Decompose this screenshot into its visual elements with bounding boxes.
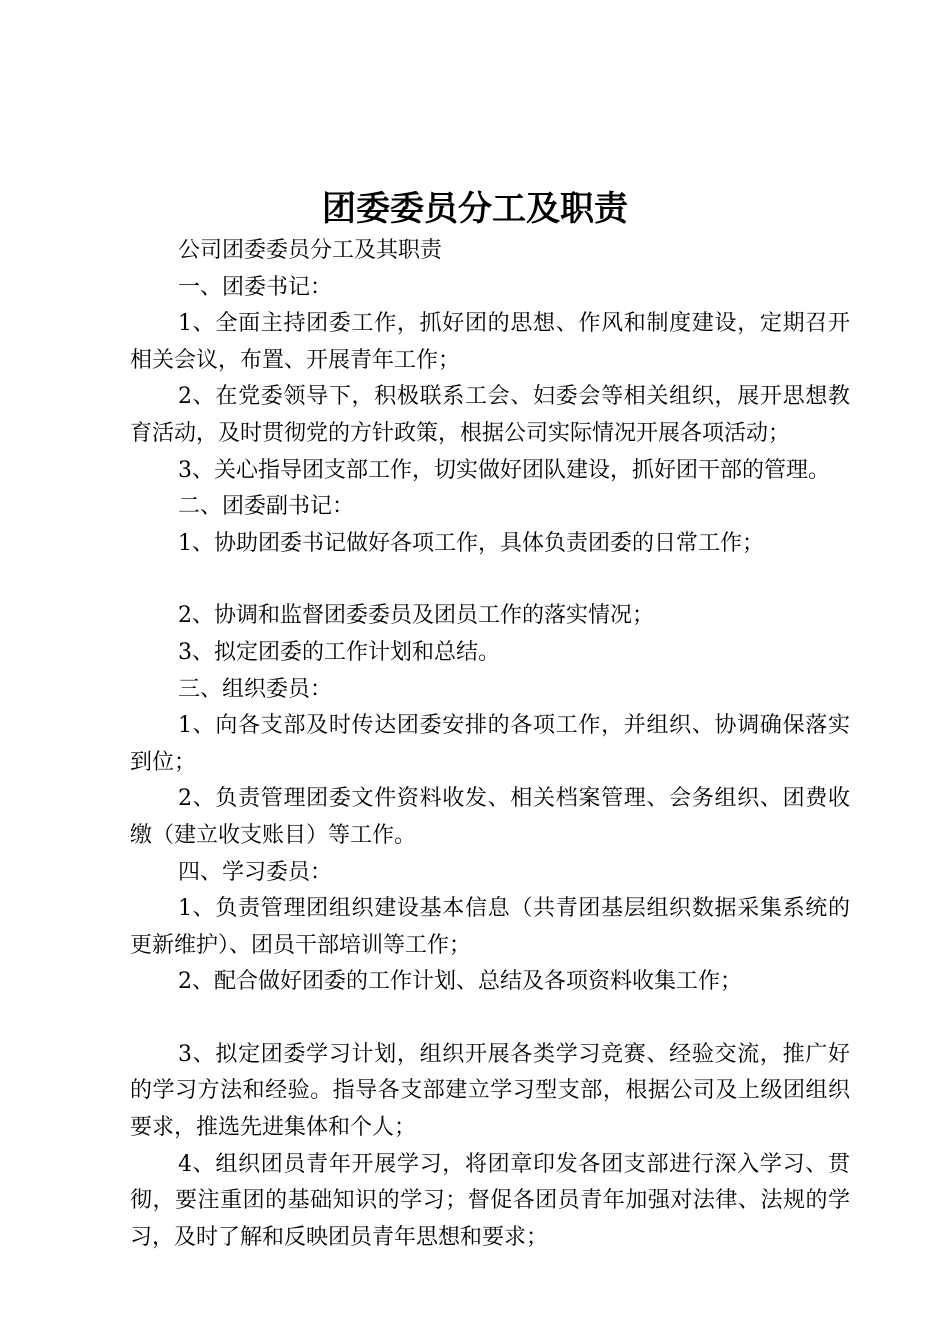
body-paragraph: 二、团委副书记： [178, 494, 355, 520]
body-paragraph: 2、配合做好团委的工作计划、总结及各项资料收集工作； [178, 969, 742, 995]
body-paragraph: 3、拟定团委学习计划，组织开展各类学习竞赛、经验交流，推广好的学习方法和经验。指导各支部建立学习型支部，根据公司及上级团组织要求，推选先进集体和个人； [130, 1041, 850, 1141]
body-paragraph: 一、团委书记： [178, 274, 333, 300]
body-paragraph: 1、全面主持团委工作，抓好团的思想、作风和制度建设，定期召开相关会议，布置、开展青年工作； [130, 311, 850, 373]
body-paragraph: 3、关心指导团支部工作，切实做好团队建设，抓好团干部的管理。 [178, 457, 830, 483]
body-paragraph: 1、负责管理团组织建设基本信息（共青团基层组织数据采集系统的更新维护）、团员干部培训等工作； [130, 896, 850, 958]
body-paragraph: 四、学习委员： [178, 859, 333, 885]
body-paragraph: 2、在党委领导下，积极联系工会、妇委会等相关组织，展开思想教育活动，及时贯彻党的方针政策，根据公司实际情况开展各项活动； [130, 384, 850, 446]
body-paragraph: 三、组织委员： [178, 676, 333, 702]
body-paragraph: 2、协调和监督团委委员及团员工作的落实情况； [178, 603, 654, 629]
body-paragraph: 1、向各支部及时传达团委安排的各项工作，并组织、协调确保落实到位； [130, 713, 850, 775]
document-title: 团委委员分工及职责 [322, 189, 628, 229]
body-paragraph: 4、组织团员青年开展学习，将团章印发各团支部进行深入学习、贯彻，要注重团的基础知识的学习；督促各团员青年加强对法律、法规的学习，及时了解和反映团员青年思想和要求； [130, 1151, 850, 1250]
body-paragraph: 2、负责管理团委文件资料收发、相关档案管理、会务组织、团费收缴（建立收支账目）等工作。 [130, 786, 850, 848]
body-paragraph: 1、协助团委书记做好各项工作，具体负责团委的日常工作； [178, 530, 764, 556]
body-paragraph: 3、拟定团委的工作计划和总结。 [178, 639, 500, 665]
document-body [130, 233, 850, 1256]
body-paragraph: 公司团委委员分工及其职责 [178, 238, 443, 263]
